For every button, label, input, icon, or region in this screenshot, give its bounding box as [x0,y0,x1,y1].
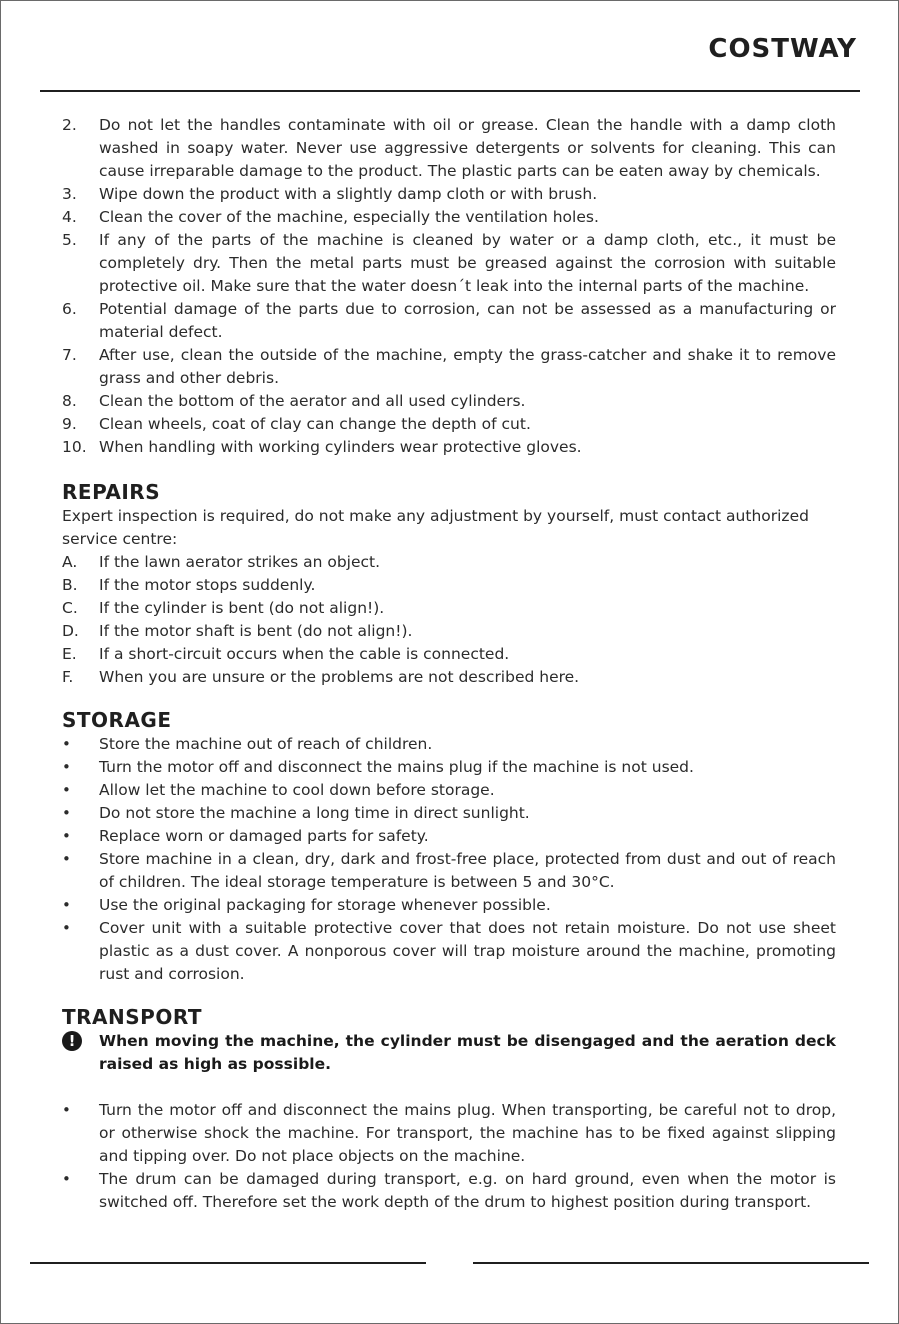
bullet-icon: • [62,758,71,776]
bullet-icon: • [62,1101,71,1119]
list-item [62,551,836,574]
list-item-text: If a short-circuit occurs when the cable is connected. [99,645,510,663]
transport-warning [62,1030,836,1076]
list-item [62,574,836,597]
list-item-text: Clean the bottom of the aerator and all used cylinders. [99,392,526,410]
list-item-text: Replace worn or damaged parts for safety. [99,827,429,845]
list-item [62,229,836,298]
list-marker: 2. [62,116,77,134]
list-item-text: Do not let the handles contaminate with oil or grease. Clean the handle with a damp cloth washed in soapy water. Never use aggressive detergents or solvents for cleaning. This can cause irreparable damage to the product. The plastic parts can be eaten away by chemicals. [99,116,836,180]
list-marker: 10. [62,438,87,456]
list-item [62,733,836,756]
list-marker: 9. [62,415,77,433]
footer-divider-right [473,1262,869,1264]
list-marker: A. [62,553,78,571]
storage-list [62,733,836,986]
list-item-text: If the cylinder is bent (do not align!). [99,599,385,617]
list-item-text: Use the original packaging for storage whenever possible. [99,896,551,914]
document-body [62,114,836,1214]
list-item-text: Turn the motor off and disconnect the mains plug if the machine is not used. [99,758,694,776]
repairs-list [62,551,836,689]
list-marker: D. [62,622,79,640]
list-marker: F. [62,668,74,686]
warning-text: When moving the machine, the cylinder must be disengaged and the aeration deck raised as high as possible. [99,1032,836,1073]
list-marker: 6. [62,300,77,318]
list-item-text: If the lawn aerator strikes an object. [99,553,381,571]
footer-divider-left [30,1262,426,1264]
list-marker: 8. [62,392,77,410]
list-item [62,390,836,413]
header-divider [40,90,860,92]
list-item [62,666,836,689]
list-item [62,298,836,344]
list-item-text: Potential damage of the parts due to corrosion, can not be assessed as a manufacturing or material defect. [99,300,836,341]
list-item [62,917,836,986]
bullet-icon: • [62,781,71,799]
warning-icon: ! [62,1031,82,1051]
storage-heading: STORAGE [62,708,172,732]
bullet-icon: • [62,804,71,822]
list-item [62,206,836,229]
list-item-text: When you are unsure or the problems are not described here. [99,668,580,686]
list-item-text: Cover unit with a suitable protective cover that does not retain moisture. Do not use sheet plastic as a dust cover. A nonporous cover will trap moisture around the machine, promoting rust and corrosion. [99,919,836,983]
list-item [62,779,836,802]
bullet-icon: • [62,827,71,845]
list-item [62,620,836,643]
list-item [62,413,836,436]
list-marker: 5. [62,231,77,249]
list-marker: 7. [62,346,77,364]
list-item [62,183,836,206]
list-item-text: If the motor stops suddenly. [99,576,316,594]
bullet-icon: • [62,919,71,937]
list-item [62,1099,836,1168]
list-item-text: Do not store the machine a long time in direct sunlight. [99,804,530,822]
list-item-text: Clean wheels, coat of clay can change the depth of cut. [99,415,531,433]
list-marker: C. [62,599,78,617]
list-item-text: Clean the cover of the machine, especially the ventilation holes. [99,208,599,226]
list-item [62,436,836,459]
list-item-text: If any of the parts of the machine is cleaned by water or a damp cloth, etc., it must be completely dry. Then the metal parts must be greased against the corrosion with suitable protective oil. Make sure that the water doesn´t leak into the internal parts of the machine. [99,231,836,295]
transport-heading: TRANSPORT [62,1005,202,1029]
bullet-icon: • [62,896,71,914]
list-item-text: When handling with working cylinders wear protective gloves. [99,438,582,456]
list-item-text: Turn the motor off and disconnect the mains plug. When transporting, be careful not to drop, or otherwise shock the machine. For transport, the machine has to be fixed against slipping and tipping over. Do not place objects on the machine. [99,1101,836,1165]
maintenance-list [62,114,836,459]
list-marker: 3. [62,185,77,203]
list-item [62,825,836,848]
list-marker: B. [62,576,78,594]
list-marker: E. [62,645,77,663]
list-item [62,114,836,183]
bullet-icon: • [62,850,71,868]
transport-list [62,1099,836,1214]
list-item-text: The drum can be damaged during transport, e.g. on hard ground, even when the motor is switched off. Therefore set the work depth of the drum to highest position during transport. [99,1170,836,1211]
list-item [62,1168,836,1214]
list-item-text: Wipe down the product with a slightly damp cloth or with brush. [99,185,598,203]
list-item-text: Allow let the machine to cool down before storage. [99,781,495,799]
list-item [62,597,836,620]
list-item-text: After use, clean the outside of the machine, empty the grass-catcher and shake it to remove grass and other debris. [99,346,836,387]
list-item [62,643,836,666]
bullet-icon: • [62,1170,71,1188]
list-item-text: If the motor shaft is bent (do not align!). [99,622,413,640]
bullet-icon: • [62,735,71,753]
list-item-text: Store the machine out of reach of children. [99,735,433,753]
list-item-text: Store machine in a clean, dry, dark and frost-free place, protected from dust and out of reach of children. The ideal storage temperature is between 5 and 30°C. [99,850,836,891]
list-item [62,802,836,825]
brand-logo: COSTWAY [708,34,857,64]
list-item [62,344,836,390]
list-marker: 4. [62,208,77,226]
repairs-intro: Expert inspection is required, do not make any adjustment by yourself, must contact authorized service centre: [62,507,809,548]
repairs-heading: REPAIRS [62,480,161,504]
list-item [62,894,836,917]
list-item [62,848,836,894]
list-item [62,756,836,779]
